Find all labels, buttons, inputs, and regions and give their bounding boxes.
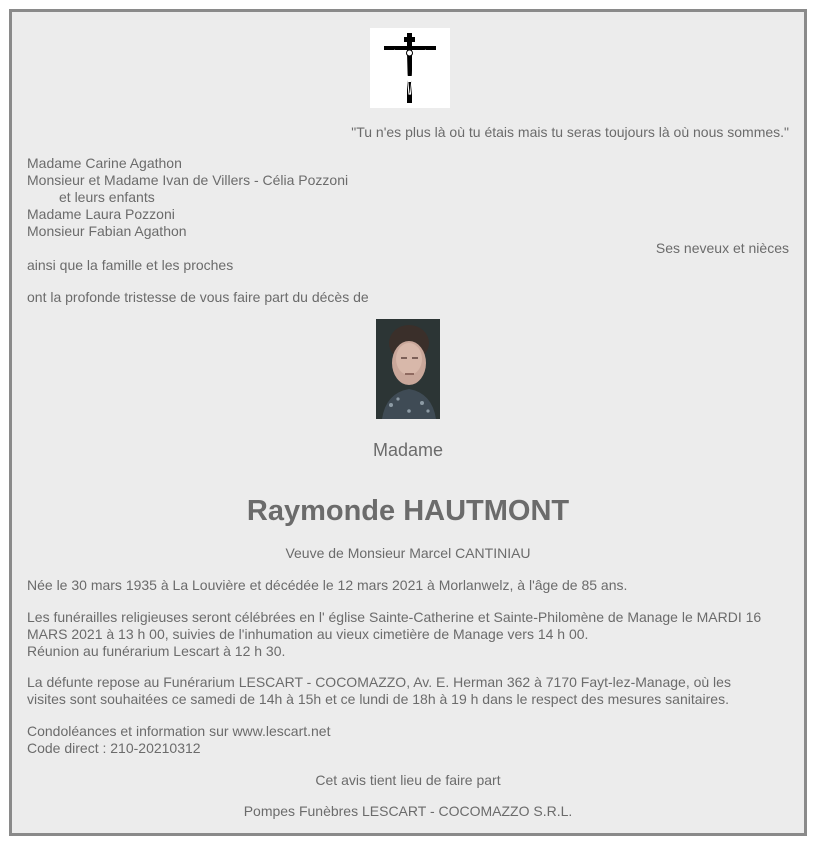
quote: "Tu n'es plus là où tu étais mais tu seras toujours là où nous sommes."	[351, 124, 789, 140]
obituary-card	[9, 9, 807, 836]
family-member: Monsieur Fabian Agathon	[27, 223, 187, 239]
code-direct: Code direct : 210-20210312	[27, 740, 201, 756]
deceased-title: Madame	[372, 440, 444, 460]
family-member: Madame Laura Pozzoni	[27, 206, 175, 222]
widow-of: Veuve de Monsieur Marcel CANTINIAU	[285, 545, 531, 561]
funeral-line: Les funérailles religieuses seront célébrées en l' église Sainte-Catherine et Sainte-Philomène de Manage le MARDI 16	[27, 609, 762, 625]
notice: Cet avis tient lieu de faire part	[315, 772, 501, 788]
family-member: Madame Carine Agathon	[27, 155, 182, 171]
deceased-name: Raymonde HAUTMONT	[246, 495, 570, 527]
funeral-line: MARS 2021 à 13 h 00, suivies de l'inhumation au vieux cimetière de Manage vers 14 h 00.	[27, 626, 589, 642]
announcement: ont la profonde tristesse de vous faire part du décès de	[27, 289, 369, 305]
condolences-line: Condoléances et information sur www.lescart.net	[27, 723, 331, 739]
nephews-line: Ses neveux et nièces	[655, 240, 789, 256]
funeral-line: Réunion au funérarium Lescart à 12 h 30.	[27, 643, 286, 659]
family-more: ainsi que la famille et les proches	[27, 257, 234, 273]
visitation-line: visites sont souhaitées ce samedi de 14h à 15h et ce lundi de 18h à 19 h dans le respect des mesures sanitaires.	[27, 691, 729, 707]
visitation-line: La défunte repose au Funérarium LESCART - COCOMAZZO, Av. E. Herman 362 à 7170 Fayt-lez-Manage, où les	[27, 674, 731, 690]
birth-death: Née le 30 mars 1935 à La Louvière et décédée le 12 mars 2021 à Morlanwelz, à l'âge de 85 ans.	[27, 577, 628, 593]
portrait-photo	[376, 319, 440, 419]
crucifix-icon	[370, 28, 450, 108]
funeral-home: Pompes Funèbres LESCART - COCOMAZZO S.R.L.	[243, 803, 573, 819]
family-member: Monsieur et Madame Ivan de Villers - Célia Pozzoni	[27, 172, 349, 188]
family-member: et leurs enfants	[59, 189, 155, 205]
